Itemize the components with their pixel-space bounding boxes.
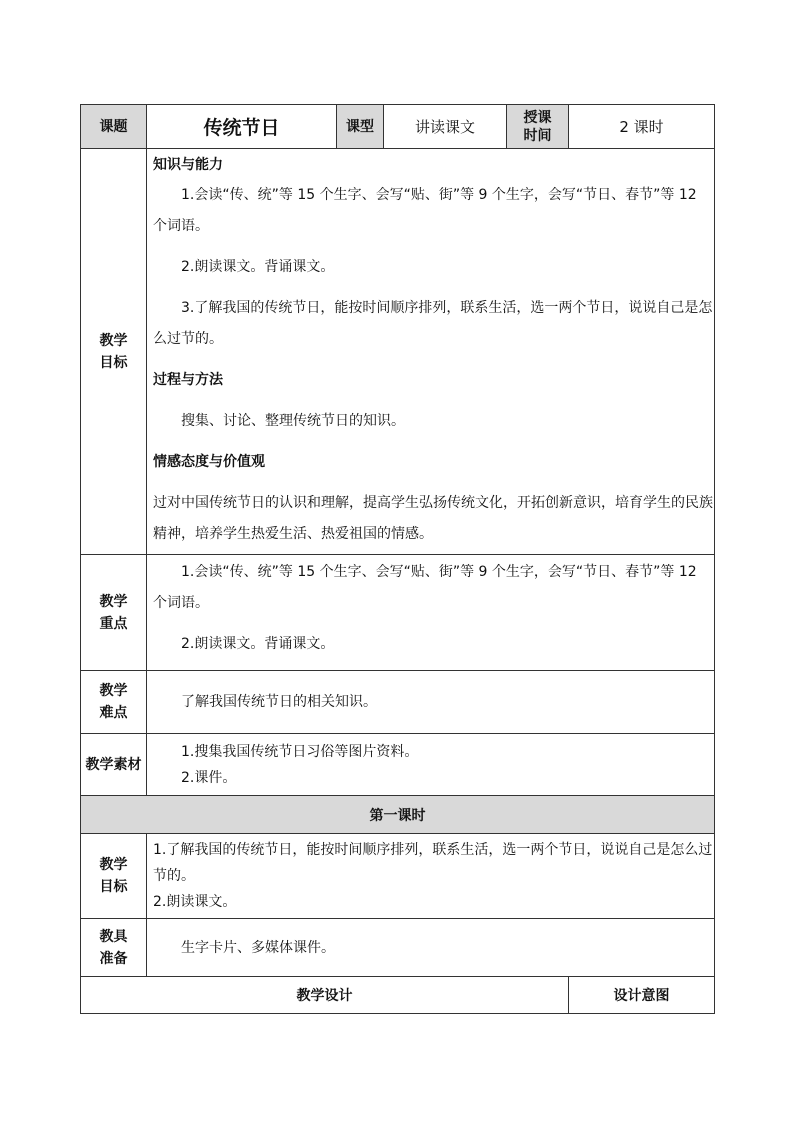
type-value: 讲读课文 xyxy=(414,118,475,136)
objectives-label-cell xyxy=(81,149,147,555)
process-item-1: 搜集、讨论、整理传统节日的知识。 xyxy=(181,413,405,429)
design-header-row xyxy=(81,977,715,1014)
keypoints-label-cell xyxy=(81,555,147,671)
knowledge-item-2: 2.朗读课文。背诵课文。 xyxy=(181,259,335,275)
knowledge-item-3: 3.了解我国的传统节日，能按时间顺序排列，联系生活，选一两个节日，说说自己是怎么过节的。 xyxy=(153,300,713,347)
header-row xyxy=(81,105,715,149)
difficulty-label-cell xyxy=(81,671,147,734)
materials-content xyxy=(147,734,715,796)
time-value: 2 课时 xyxy=(619,118,664,136)
tools-label: 教具准备 xyxy=(99,928,128,967)
lesson-objective-1: 1.了解我国的传统节日，能按时间顺序排列，联系生活，选一两个节日，说说自己是怎么过节的。 xyxy=(153,842,713,884)
objectives-label: 教学目标 xyxy=(99,332,128,371)
tools-row xyxy=(81,919,715,977)
keypoint-item-2: 2.朗读课文。背诵课文。 xyxy=(181,636,335,652)
first-lesson-title: 第一课时 xyxy=(369,807,426,824)
tools-content xyxy=(147,919,715,977)
first-lesson-cell xyxy=(81,796,715,834)
topic-value-cell xyxy=(147,105,337,149)
time-label: 授课时间 xyxy=(523,109,552,144)
material-item-2: 2.课件。 xyxy=(181,769,237,786)
lesson-objectives-label-cell xyxy=(81,834,147,919)
knowledge-heading: 知识与能力 xyxy=(153,157,223,173)
lesson-plan-table xyxy=(80,104,715,1014)
materials-label-cell xyxy=(81,734,147,796)
lesson-objectives-row xyxy=(81,834,715,919)
materials-row xyxy=(81,734,715,796)
design-label: 教学设计 xyxy=(296,988,353,1004)
lesson-objectives-content xyxy=(147,834,715,919)
difficulty-text: 了解我国传统节日的相关知识。 xyxy=(181,694,377,710)
tools-label-cell xyxy=(81,919,147,977)
objectives-content xyxy=(147,149,715,555)
material-item-1: 1.搜集我国传统节日习俗等图片资料。 xyxy=(181,743,419,760)
intent-label-cell xyxy=(569,977,715,1014)
type-label: 课型 xyxy=(346,118,374,135)
difficulty-content xyxy=(147,671,715,734)
attitude-heading: 情感态度与价值观 xyxy=(153,454,265,470)
tools-text: 生字卡片、多媒体课件。 xyxy=(181,939,335,956)
topic-label-cell xyxy=(81,105,147,149)
process-heading: 过程与方法 xyxy=(153,372,223,388)
topic-label: 课题 xyxy=(99,118,128,135)
objectives-row xyxy=(81,149,715,555)
difficulty-row xyxy=(81,671,715,734)
type-value-cell xyxy=(384,105,507,149)
lesson-objective-2: 2.朗读课文。 xyxy=(153,894,237,910)
keypoint-item-1: 1.会读“传、统”等 15 个生字、会写“贴、街”等 9 个生字，会写“节日、春节”等 12 个词语。 xyxy=(153,564,697,611)
knowledge-item-1: 1.会读“传、统”等 15 个生字、会写“贴、街”等 9 个生字，会写“节日、春节”等 12 个词语。 xyxy=(153,187,697,234)
keypoints-label: 教学重点 xyxy=(99,593,128,632)
first-lesson-row xyxy=(81,796,715,834)
design-label-cell xyxy=(81,977,569,1014)
intent-label: 设计意图 xyxy=(613,988,670,1004)
difficulty-label: 教学难点 xyxy=(99,683,128,721)
type-label-cell xyxy=(337,105,384,149)
keypoints-content xyxy=(147,555,715,671)
keypoints-row xyxy=(81,555,715,671)
time-label-cell xyxy=(507,105,569,149)
time-value-cell xyxy=(569,105,715,149)
lesson-objectives-label: 教学目标 xyxy=(99,857,128,895)
lesson-title: 传统节日 xyxy=(203,117,280,139)
materials-label: 教学素材 xyxy=(85,756,142,773)
attitude-item-1: 过对中国传统节日的认识和理解，提高学生弘扬传统文化，开拓创新意识，培育学生的民族精神，培养学生热爱生活、热爱祖国的情感。 xyxy=(153,495,713,542)
